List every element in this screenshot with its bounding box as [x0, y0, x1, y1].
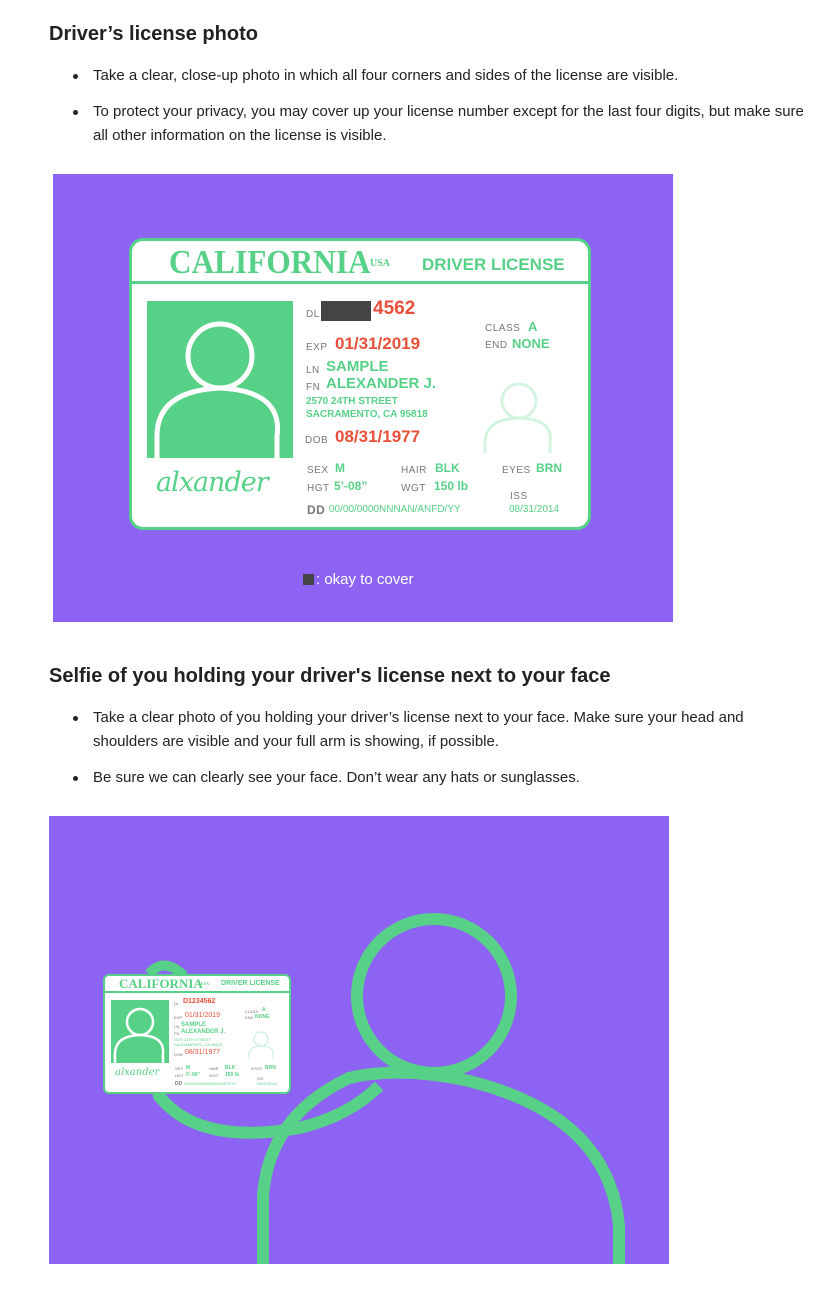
mini-fn-label: FN [174, 1031, 180, 1036]
mini-ln-label: LN [174, 1024, 180, 1029]
selfie-instructions [49, 706, 809, 802]
license-state: CALIFORNIA [169, 244, 371, 281]
cover-swatch [303, 574, 314, 585]
mini-end-label: END [245, 1015, 254, 1020]
iss-label: ISS [510, 491, 528, 502]
eyes-value: BRN [536, 461, 562, 475]
dd-label: DD [307, 503, 326, 517]
iss-value: 08/31/2014 [509, 504, 560, 515]
mini-class-label: CLASS [245, 1009, 259, 1014]
mini-dl-number: D1234562 [183, 998, 216, 1005]
fn-value: ALEXANDER J. [326, 375, 437, 392]
dob-value: 08/31/1977 [335, 427, 421, 446]
license-signature: alxander [156, 467, 268, 498]
mini-hgt-label: HGT [175, 1073, 184, 1078]
dl-number: 4562 [373, 298, 416, 319]
mini-license-state: CALIFORNIA [119, 976, 203, 991]
mini-wgt-label: WGT [209, 1073, 219, 1078]
mini-ghost-photo-icon [247, 1028, 275, 1060]
hair-value: BLK [435, 461, 460, 475]
dd-value: 00/00/0000NNNAN/ANFD/YY [329, 504, 461, 515]
list-item: Be sure we can clearly see your face. Don’t wear any hats or sunglasses. [49, 766, 809, 790]
license-card [129, 238, 591, 530]
license-divider [132, 281, 588, 284]
mini-end-value: NONE [255, 1014, 270, 1020]
section-title-license-photo: Driver’s license photo [49, 23, 258, 45]
ghost-photo-icon [482, 373, 557, 455]
end-value: NONE [512, 336, 550, 351]
wgt-value: 150 lb [434, 479, 469, 493]
mini-sex-label: SEX [175, 1066, 184, 1071]
class-label: CLASS [485, 323, 521, 334]
mini-eyes-value: BRN [265, 1065, 276, 1071]
mini-ln-value: SAMPLE [181, 1022, 207, 1028]
mini-license-signature: alxander [115, 1067, 160, 1078]
mini-class-value: A [262, 1007, 266, 1013]
mini-dd-value: 00/00/0000NNNAN/ANFD/YY [184, 1081, 237, 1086]
person-silhouette-icon [147, 301, 293, 458]
sex-value: M [335, 461, 345, 475]
list-item: To protect your privacy, you may cover up your license number except for the last four digits, but make sure all other information on the license is visible. [49, 100, 809, 148]
mini-exp-value: 01/31/2019 [185, 1012, 221, 1019]
mini-dd-label: DD [175, 1081, 183, 1087]
list-item: Take a clear, close-up photo in which all four corners and sides of the license are visible. [49, 64, 809, 88]
dl-label: DL [306, 309, 320, 320]
class-value: A [528, 319, 538, 334]
mini-dl-label: DL [174, 1001, 180, 1006]
license-photo-instructions [49, 64, 809, 160]
hgt-value: 5’-08” [334, 479, 368, 493]
mini-person-silhouette-icon [111, 1000, 169, 1063]
mini-hgt-value: 5’-08” [186, 1072, 200, 1078]
mini-license-card [103, 974, 291, 1094]
hgt-label: HGT [307, 483, 330, 494]
mini-iss-value: 08/31/2014 [257, 1081, 278, 1086]
mini-iss-label: ISS [257, 1076, 264, 1081]
legend-text: okay to cover [324, 571, 414, 588]
cover-legend [303, 571, 414, 588]
mini-hair-value: BLK [225, 1065, 236, 1071]
mini-wgt-value: 150 lb [225, 1072, 240, 1078]
fn-label: FN [306, 382, 321, 393]
license-photo [147, 301, 293, 458]
mini-sex-value: M [186, 1065, 191, 1071]
hair-label: HAIR [401, 465, 427, 476]
ln-value: SAMPLE [326, 358, 389, 375]
mini-dob-value: 08/31/1977 [185, 1049, 221, 1056]
license-usa: USA [370, 258, 391, 269]
selfie-example-illustration [49, 816, 669, 1264]
mini-eyes-label: EYES [251, 1066, 262, 1071]
mini-fn-value: ALEXANDER J. [181, 1029, 226, 1035]
sex-label: SEX [307, 465, 329, 476]
license-example-illustration [53, 174, 673, 622]
section-title-selfie: Selfie of you holding your driver's license next to your face [49, 665, 611, 687]
mini-license-heading: DRIVER LICENSE [221, 980, 280, 987]
exp-label: EXP [306, 342, 328, 353]
list-item: Take a clear photo of you holding your driver’s license next to your face. Make sure your head and shoulders are visible and your full arm is showing, if possible. [49, 706, 809, 754]
ln-label: LN [306, 365, 320, 376]
mini-dob-label: DOB [174, 1052, 183, 1057]
eyes-label: EYES [502, 465, 531, 476]
mini-hair-label: HAIR [209, 1066, 219, 1071]
mini-license-photo [111, 1000, 169, 1063]
mini-address-line-2: SACRAMENTO, CA 95818 [174, 1042, 222, 1047]
end-label: END [485, 340, 508, 351]
dob-label: DOB [305, 435, 329, 446]
address-line-1: 2570 24TH STREET [306, 396, 398, 407]
dl-number-cover [321, 301, 371, 321]
mini-exp-label: EXP [174, 1015, 183, 1020]
address-line-2: SACRAMENTO, CA 95818 [306, 409, 428, 420]
wgt-label: WGT [401, 483, 426, 494]
mini-address-line-1: 2570 24TH STREET [174, 1037, 211, 1042]
legend-colon: : [316, 571, 325, 588]
mini-license-usa: USA [201, 981, 210, 986]
license-heading: DRIVER LICENSE [422, 255, 565, 274]
exp-value: 01/31/2019 [335, 334, 421, 353]
